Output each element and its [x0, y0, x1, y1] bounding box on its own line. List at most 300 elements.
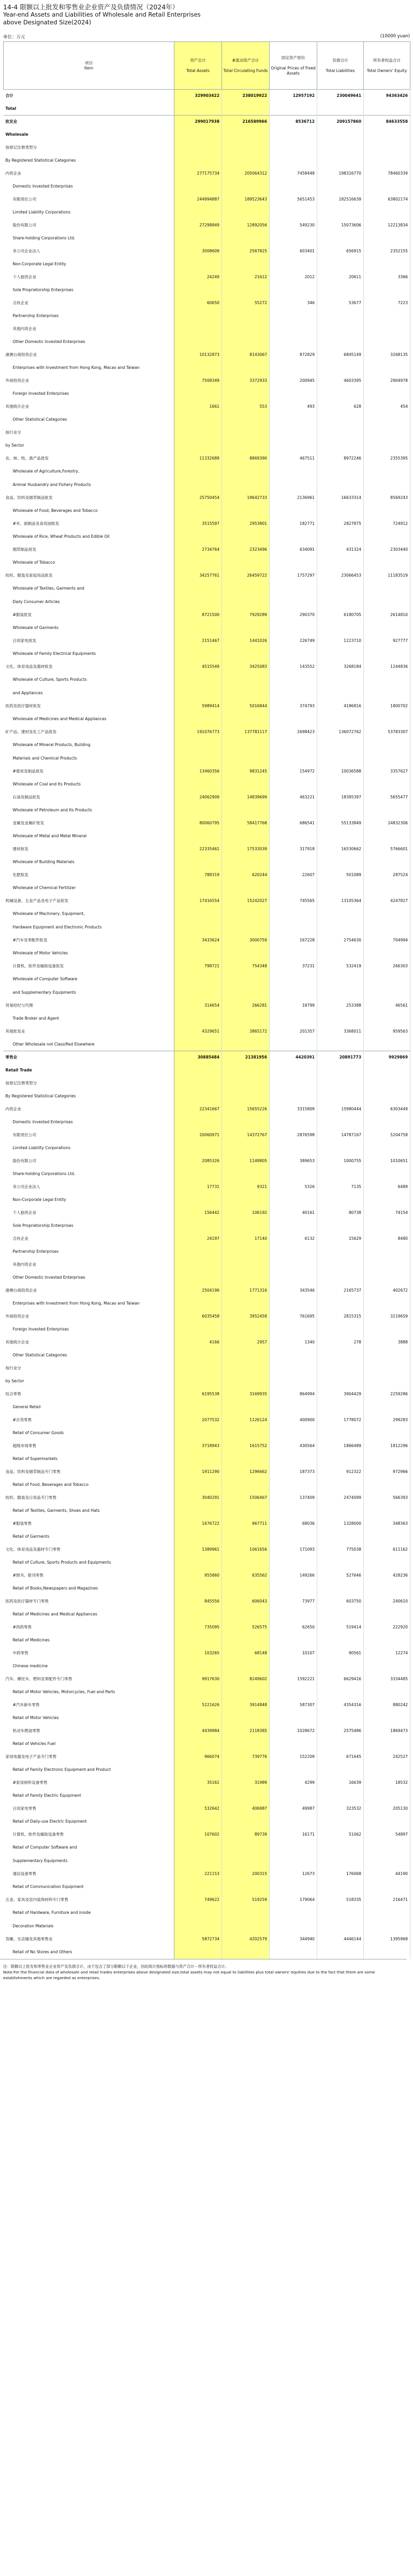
cell-value — [317, 1323, 364, 1336]
cell-value — [270, 478, 317, 492]
table-row — [4, 297, 410, 309]
table-row — [4, 1763, 410, 1777]
cell-value — [364, 1219, 410, 1233]
row-label: Share-holding Corporations Ltd. — [4, 232, 174, 245]
table-row — [4, 556, 410, 569]
cell-value — [270, 413, 317, 426]
cell-value — [317, 1504, 364, 1518]
cell-value: 3008609 — [174, 245, 222, 257]
cell-value — [174, 206, 222, 219]
cell-value: 5872734 — [174, 1933, 222, 1945]
cell-value — [270, 804, 317, 817]
row-label: 合伙企业 — [4, 1233, 174, 1245]
cell-value — [270, 1841, 317, 1854]
cell-value — [317, 1906, 364, 1920]
table-row — [4, 765, 410, 778]
cell-value — [270, 1193, 317, 1207]
cell-value — [270, 1556, 317, 1569]
row-label: Foreign Invested Enterprises — [4, 1323, 174, 1336]
cell-value: 152209 — [270, 1751, 317, 1763]
row-label: #米、面制品及食用油批发 — [4, 518, 174, 530]
row-label: Retail of Communication Equipment — [4, 1880, 174, 1894]
cell-value — [174, 180, 222, 193]
cell-value — [174, 1556, 222, 1569]
table-row — [4, 219, 410, 232]
cell-value: 6845149 — [317, 349, 364, 361]
cell-value — [174, 595, 222, 609]
cell-value: 343546 — [270, 1284, 317, 1297]
cell-value: 13460356 — [174, 765, 222, 778]
row-label: 汽车、摩托车、燃料及零配件专门零售 — [4, 1673, 174, 1685]
row-label: #煤炭及制品批发 — [4, 765, 174, 778]
cell-value — [270, 387, 317, 400]
table-row — [4, 1647, 410, 1659]
cell-value: 3366 — [364, 271, 410, 283]
cell-value: 3425083 — [222, 661, 270, 673]
row-label: 港澳台商投资企业 — [4, 349, 174, 361]
cell-value — [270, 1349, 317, 1362]
cell-value — [270, 1167, 317, 1181]
cell-value — [174, 921, 222, 934]
cell-value — [364, 1297, 410, 1310]
row-label: 按登记注册类型分 — [4, 1077, 174, 1090]
row-label: Wholesale of Motor Vehicles — [4, 947, 174, 960]
cell-value: 1812296 — [364, 1440, 410, 1452]
cell-value: 73977 — [270, 1595, 317, 1608]
cell-value: 31989 — [222, 1777, 270, 1789]
cell-value: 2355395 — [364, 452, 410, 465]
table-row — [4, 1945, 410, 1959]
table-row — [4, 1634, 410, 1647]
cell-value: 317918 — [270, 843, 317, 855]
cell-value: 14787167 — [317, 1129, 364, 1141]
row-label: Other Wholesale not Classified Elsewhere — [4, 1038, 174, 1051]
cell-value: 5655477 — [364, 791, 410, 804]
table-row — [4, 1777, 410, 1789]
cell-value — [174, 1659, 222, 1673]
row-label: Retail of Consumer Goods — [4, 1426, 174, 1440]
cell-value: 724912 — [364, 518, 410, 530]
cell-value — [270, 1452, 317, 1466]
row-label: 化肥批发 — [4, 869, 174, 881]
table-row — [4, 1854, 410, 1868]
cell-value: 400900 — [270, 1414, 317, 1426]
row-label: Retail of Family Electric Equipment — [4, 1789, 174, 1802]
cell-value — [317, 738, 364, 752]
table-row — [4, 843, 410, 855]
table-row — [4, 518, 410, 530]
cell-value — [222, 1375, 270, 1388]
table-row — [4, 465, 410, 478]
cell-value — [364, 154, 410, 167]
cell-value — [222, 712, 270, 726]
cell-value — [317, 829, 364, 843]
cell-value — [364, 257, 410, 271]
cell-value — [174, 1271, 222, 1284]
row-label: 外商投资企业 — [4, 375, 174, 387]
row-label: 医药及医疗器材专门零售 — [4, 1595, 174, 1608]
cell-value: 68148 — [222, 1647, 270, 1659]
cell-value: 4329651 — [174, 1025, 222, 1038]
table-row — [4, 921, 410, 934]
table-row — [4, 361, 410, 375]
cell-value — [174, 323, 222, 335]
cell-value: 63802174 — [364, 193, 410, 206]
cell-value — [364, 309, 410, 323]
cell-value — [364, 881, 410, 895]
cell-value — [222, 1426, 270, 1440]
cell-value — [222, 778, 270, 791]
table-row — [4, 1038, 410, 1051]
cell-value: 2352155 — [364, 245, 410, 257]
cell-value: 6195538 — [174, 1388, 222, 1400]
cell-value: 137409 — [270, 1492, 317, 1504]
table-row — [4, 1284, 410, 1297]
cell-value: 35161 — [174, 1777, 222, 1789]
cell-value — [317, 1711, 364, 1725]
cell-value: 4446144 — [317, 1933, 364, 1945]
cell-value — [270, 1906, 317, 1920]
cell-value: 44190 — [364, 1868, 410, 1880]
cell-value: 222920 — [364, 1621, 410, 1634]
cell-value — [270, 595, 317, 609]
cell-value: 1661 — [174, 400, 222, 413]
cell-value — [270, 154, 317, 167]
cell-value: 8143067 — [222, 349, 270, 361]
table-row — [4, 375, 410, 387]
cell-value — [270, 1530, 317, 1543]
cell-value: 216471 — [364, 1894, 410, 1906]
row-label: 有限责任公司 — [4, 193, 174, 206]
cell-value: 20611 — [317, 271, 364, 283]
row-label: Retail of Supermarkets — [4, 1452, 174, 1466]
cell-value — [270, 206, 317, 219]
cell-value: 2734764 — [174, 543, 222, 556]
table-row — [4, 1828, 410, 1841]
cell-value — [364, 1530, 410, 1543]
cell-value — [364, 1556, 410, 1569]
row-label: 股份有限公司 — [4, 1155, 174, 1167]
cell-value — [317, 1608, 364, 1621]
cell-value — [174, 907, 222, 921]
cell-value — [364, 1815, 410, 1828]
cell-value — [364, 206, 410, 219]
cell-value: 24197 — [174, 1233, 222, 1245]
cell-value: 493 — [270, 400, 317, 413]
cell-value: 62650 — [270, 1621, 317, 1634]
cell-value — [364, 387, 410, 400]
cell-value — [270, 1659, 317, 1673]
cell-value: 24832306 — [364, 817, 410, 829]
cell-value — [364, 1064, 410, 1077]
cell-value — [174, 1711, 222, 1725]
cell-value: 346 — [270, 297, 317, 309]
cell-value — [222, 673, 270, 686]
cell-value — [270, 1219, 317, 1233]
cell-value: 3169935 — [222, 1388, 270, 1400]
cell-value: 3904429 — [317, 1388, 364, 1400]
cell-value: 1389961 — [174, 1543, 222, 1556]
cell-value: 2303440 — [364, 543, 410, 556]
cell-value: 1506467 — [222, 1492, 270, 1504]
table-row — [4, 1310, 410, 1323]
table-row — [4, 1426, 410, 1440]
cell-value: 4202579 — [222, 1933, 270, 1945]
table-row — [4, 1440, 410, 1452]
cell-value — [317, 1219, 364, 1233]
table-row — [4, 1751, 410, 1763]
title-en-line-2: above Designated Size(2024) — [3, 19, 92, 26]
table-row — [4, 193, 410, 206]
row-label: Wholesale of Mineral Products, Building — [4, 738, 174, 752]
cell-value: 3368011 — [317, 1025, 364, 1038]
cell-value — [364, 335, 410, 349]
table-row — [4, 621, 410, 635]
table-row — [4, 855, 410, 869]
cell-value: 238019922 — [222, 90, 270, 102]
cell-value — [222, 1608, 270, 1621]
cell-value — [317, 1854, 364, 1868]
cell-value: 587307 — [270, 1699, 317, 1711]
cell-value: 4186816 — [317, 700, 364, 712]
cell-value — [364, 1245, 410, 1258]
cell-value — [317, 1141, 364, 1155]
cell-value — [174, 647, 222, 661]
row-label: By Registered Statistical Categories — [4, 154, 174, 167]
table-row — [4, 1090, 410, 1103]
cell-value: 348363 — [364, 1518, 410, 1530]
cell-value: 13105364 — [317, 895, 364, 907]
cell-value — [222, 1038, 270, 1051]
row-label: Retail of Medicines and Medical Appliances — [4, 1608, 174, 1621]
table-row — [4, 595, 410, 609]
header-equity: 所有者权益合计 Total Owners' Equity — [364, 42, 410, 90]
cell-value: 2957 — [222, 1336, 270, 1349]
row-label: 计算机、软件及辅助设备零售 — [4, 1828, 174, 1841]
cell-value — [317, 1634, 364, 1647]
row-label: Retail of Medicines — [4, 1634, 174, 1647]
row-label: #服装零售 — [4, 1518, 174, 1530]
table-row — [4, 452, 410, 465]
cell-value: 21612 — [222, 271, 270, 283]
cell-value — [174, 712, 222, 726]
table-row — [4, 791, 410, 804]
cell-value: 53677 — [317, 297, 364, 309]
cell-value — [222, 907, 270, 921]
table-row — [4, 1504, 410, 1518]
row-label: Retail Trade — [4, 1064, 174, 1077]
table-row — [4, 1933, 410, 1945]
cell-value — [174, 1038, 222, 1051]
cell-value: 171093 — [270, 1543, 317, 1556]
cell-value — [364, 686, 410, 700]
cell-value — [364, 738, 410, 752]
cell-value — [174, 621, 222, 635]
cell-value — [317, 1012, 364, 1025]
cell-value: 167228 — [270, 934, 317, 947]
row-label: Non-Corporate Legal Entity — [4, 1193, 174, 1207]
table-row — [4, 1802, 410, 1815]
cell-value — [364, 1945, 410, 1959]
cell-value: 2614810 — [364, 609, 410, 621]
cell-value — [364, 595, 410, 609]
row-label: Wholesale of Rice, Wheat Products and Edible Oil — [4, 530, 174, 543]
table-row — [4, 141, 410, 154]
cell-value — [270, 621, 317, 635]
cell-value: 1800702 — [364, 700, 410, 712]
cell-value: 84633558 — [364, 116, 410, 128]
cell-value: 17140 — [222, 1233, 270, 1245]
cell-value — [364, 829, 410, 843]
row-label: Other Statistical Categories — [4, 1349, 174, 1362]
row-label: Wholesale of Metal and Metal Mineral — [4, 829, 174, 843]
cell-value — [317, 1349, 364, 1362]
cell-value: 14839699 — [222, 791, 270, 804]
cell-value: 16633314 — [317, 492, 364, 504]
row-label: Domestic Invested Enterprises — [4, 1115, 174, 1129]
row-label: 内资企业 — [4, 1103, 174, 1115]
cell-value — [364, 621, 410, 635]
cell-value — [270, 309, 317, 323]
table-row — [4, 712, 410, 726]
cell-value — [364, 1258, 410, 1271]
cell-value — [174, 413, 222, 426]
cell-value: 15629 — [317, 1233, 364, 1245]
row-label: 非公司企业法人 — [4, 245, 174, 257]
table-row — [4, 1051, 410, 1064]
cell-value: 1296662 — [222, 1466, 270, 1478]
row-label: #汽车及零配件批发 — [4, 934, 174, 947]
cell-value — [222, 1090, 270, 1103]
cell-value: 10132873 — [174, 349, 222, 361]
cell-value — [174, 1634, 222, 1647]
cell-value: 611162 — [364, 1543, 410, 1556]
table-row — [4, 349, 410, 361]
footnote-en: Note:For the financial data of wholesale and retail trades enterprises above designated size,total assets may not equal to liabilities plus total owners' equities due to the fact that there are some establishments which are regarded as enterprises. — [3, 1969, 375, 1980]
cell-value: 244994887 — [174, 193, 222, 206]
cell-value — [317, 1530, 364, 1543]
cell-value — [222, 1271, 270, 1284]
cell-value: 51062 — [317, 1828, 364, 1841]
cell-value: 1010651 — [364, 1155, 410, 1167]
cell-value: 3888 — [364, 1336, 410, 1349]
cell-value: 2904978 — [364, 375, 410, 387]
cell-value: 27298849 — [174, 219, 222, 232]
table-row — [4, 1297, 410, 1310]
cell-value: 299283 — [364, 1414, 410, 1426]
cell-value — [317, 141, 364, 154]
cell-value — [174, 1841, 222, 1854]
cell-value: 15980444 — [317, 1103, 364, 1115]
row-label: Decoration Materials — [4, 1920, 174, 1933]
table-row — [4, 1492, 410, 1504]
row-label: 其他内资企业 — [4, 323, 174, 335]
cell-value — [222, 102, 270, 116]
cell-value: 635562 — [222, 1569, 270, 1582]
cell-value — [174, 1141, 222, 1155]
cell-value — [174, 1115, 222, 1129]
cell-value — [317, 413, 364, 426]
row-label: Wholesale of Machinery, Equipment, — [4, 907, 174, 921]
cell-value — [270, 128, 317, 141]
row-label: Domestic Invested Enterprises — [4, 180, 174, 193]
cell-value — [174, 829, 222, 843]
title-en-line-1: Year-end Assets and Liabilities of Wholesale and Retail Enterprises — [3, 11, 201, 18]
cell-value — [222, 556, 270, 569]
table-row — [4, 1245, 410, 1258]
cell-value: 2698423 — [270, 726, 317, 738]
row-label: Wholesale of Tobacco — [4, 556, 174, 569]
cell-value — [222, 1297, 270, 1310]
row-label: Wholesale of Building Materials — [4, 855, 174, 869]
cell-value — [174, 1763, 222, 1777]
cell-value: 1061656 — [222, 1543, 270, 1556]
cell-value — [270, 1012, 317, 1025]
table-row — [4, 1103, 410, 1115]
cell-value — [222, 323, 270, 335]
cell-value: 553 — [222, 400, 270, 413]
row-label: 合计 — [4, 90, 174, 102]
cell-value — [364, 1920, 410, 1933]
table-row — [4, 1659, 410, 1673]
cell-value — [270, 972, 317, 986]
cell-value — [364, 804, 410, 817]
table-row — [4, 1556, 410, 1569]
cell-value: 603401 — [270, 245, 317, 257]
cell-value — [364, 1077, 410, 1090]
cell-value: 775038 — [317, 1543, 364, 1556]
cell-value: 1340 — [270, 1336, 317, 1349]
cell-value — [174, 1323, 222, 1336]
cell-value: 12673 — [270, 1868, 317, 1880]
table-row — [4, 1349, 410, 1362]
cell-value — [270, 1582, 317, 1595]
cell-value: 5651453 — [270, 193, 317, 206]
cell-value — [222, 738, 270, 752]
cell-value — [270, 1880, 317, 1894]
cell-value — [222, 1012, 270, 1025]
cell-value — [174, 154, 222, 167]
row-label: 批发业 — [4, 116, 174, 128]
cell-value — [222, 180, 270, 193]
cell-value — [174, 1854, 222, 1868]
row-label: Retail of Textiles, Garments, Shoes and Hats — [4, 1504, 174, 1518]
cell-value: 5221626 — [174, 1699, 222, 1711]
row-label: Share-holding Corporations Ltd. — [4, 1167, 174, 1181]
table-row — [4, 1064, 410, 1077]
cell-value: 798721 — [174, 960, 222, 972]
cell-value: 872829 — [270, 349, 317, 361]
cell-value — [174, 102, 222, 116]
cell-value — [222, 1452, 270, 1466]
cell-value: 201357 — [270, 1025, 317, 1038]
cell-value — [270, 778, 317, 791]
row-label: 按登记注册类型分 — [4, 141, 174, 154]
cell-value — [222, 1064, 270, 1077]
cell-value — [174, 361, 222, 375]
row-label: Retail of Vehicles Fuel — [4, 1737, 174, 1751]
table-row — [4, 1530, 410, 1543]
cell-value: 240610 — [364, 1595, 410, 1608]
cell-value — [270, 232, 317, 245]
cell-value — [317, 206, 364, 219]
cell-value: 21381956 — [222, 1051, 270, 1064]
cell-value — [174, 1297, 222, 1310]
cell-value: 277175734 — [174, 167, 222, 180]
table-row — [4, 999, 410, 1012]
cell-value: 463221 — [270, 791, 317, 804]
cell-value: 686541 — [270, 817, 317, 829]
